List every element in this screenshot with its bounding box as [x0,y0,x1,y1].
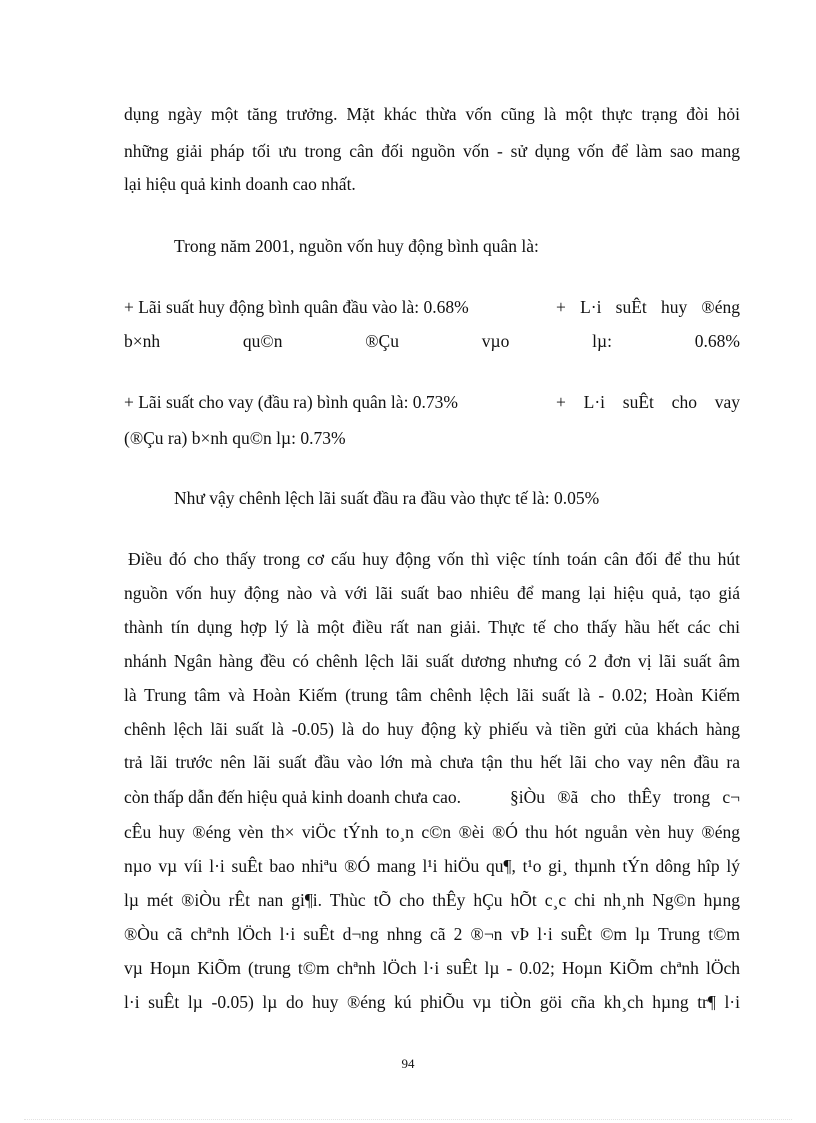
paragraph-4-line-8: còn thấp dẫn đến hiệu quả kinh doanh chưa cao. [124,787,462,807]
legacy-word: vµo [481,331,510,351]
paragraph-4-line-1: Điều đó cho thấy trong cơ cấu huy động vốn thì việc tính toán cân đối để thu hút [128,549,740,569]
legacy-word: ®Çu [365,331,399,351]
paragraph-4-line-3: thành tín dụng hợp lý là một điều rất nan giải. Thực tế cho thấy hầu hết các chi [124,617,740,637]
legacy-word: lµ: [592,331,612,351]
item-1-text: + Lãi suất huy động bình quân đầu vào là: 0.68% [124,297,469,317]
item-2-legacy-text: + L·i suÊt cho vay [556,392,740,412]
page-number: 94 [401,1056,415,1071]
legacy-word: qu©n [242,331,283,351]
legacy-word: 0.68% [694,331,740,351]
item-1-legacy-line-2 [124,331,740,351]
paragraph-5-line-4: ®Òu cã chªnh lÖch l·i suÊt d¬ng nhng cã 2 ®¬n vÞ l·i suÊt ©m lµ Trung t©m [124,924,740,944]
paragraph-4-line-2: nguồn vốn huy động nào và với lãi suất bao nhiêu để mang lại hiệu quả, tạo giá [124,583,740,603]
paragraph-1-line-1: dụng ngày một tăng trưởng. Mặt khác thừa vốn cũng là một thực trạng đòi hỏi [124,104,740,124]
item-1-legacy-text: + L·i suÊt huy ®éng [556,297,740,317]
paragraph-5-line-3: lµ mét ®iÒu rÊt nan gi¶i. Thùc tÕ cho thÊy hÇu hÕt c¸c chi nh¸nh Ng©n hµng [124,890,740,910]
paragraph-3: Như vậy chênh lệch lãi suất đầu ra đầu vào thực tế là: 0.05% [174,488,600,508]
paragraph-4-legacy-start: §iÒu ®ã cho thÊy trong c¬ [510,787,740,807]
paragraph-2: Trong năm 2001, nguồn vốn huy động bình quân là: [174,236,539,256]
paragraph-4-line-7: trả lãi trước nên lãi suất đầu vào lớn mà chưa tận thu hết lãi cho vay nên đầu ra [124,752,740,772]
paragraph-5-line-1: cÊu huy ®éng vèn th× viÖc tÝnh to¸n c©n ®èi ®Ó thu hót nguån vèn huy ®éng [124,822,740,842]
page-bottom-divider [24,1119,792,1120]
item-2-legacy-line-2: (®Çu ra) b×nh qu©n lµ: 0.73% [124,428,346,448]
item-2-text: + Lãi suất cho vay (đầu ra) bình quân là: 0.73% [124,392,459,412]
paragraph-4-line-5: là Trung tâm và Hoàn Kiếm (trung tâm chênh lệch lãi suất là - 0.02; Hoàn Kiếm [124,685,740,705]
paragraph-4-line-6: chênh lệch lãi suất là -0.05) là do huy động kỳ phiếu và tiền gửi của khách hàng [124,719,740,739]
paragraph-5-line-5: vµ Hoµn KiÕm (trung t©m chªnh lÖch l·i suÊt lµ - 0.02; Hoµn KiÕm chªnh lÖch [124,958,740,978]
legacy-word: b×nh [124,331,161,351]
paragraph-1-line-3: lại hiệu quả kinh doanh cao nhất. [124,174,356,194]
paragraph-4-line-4: nhánh Ngân hàng đều có chênh lệch lãi suất dương nhưng có 2 đơn vị lãi suất âm [124,651,740,671]
paragraph-5-line-6: l·i suÊt lµ -0.05) lµ do huy ®éng kú phiÕu vµ tiÒn göi cña kh¸ch hµng tr¶ l·i [124,992,740,1012]
paragraph-1-line-2: những giải pháp tối ưu trong cân đối nguồn vốn - sử dụng vốn để làm sao mang [124,141,740,161]
paragraph-5-line-2: nµo vµ víi l·i suÊt bao nhiªu ®Ó mang l¹i hiÖu qu¶, t¹o gi¸ thµnh tÝn dông hîp lý [124,856,740,876]
